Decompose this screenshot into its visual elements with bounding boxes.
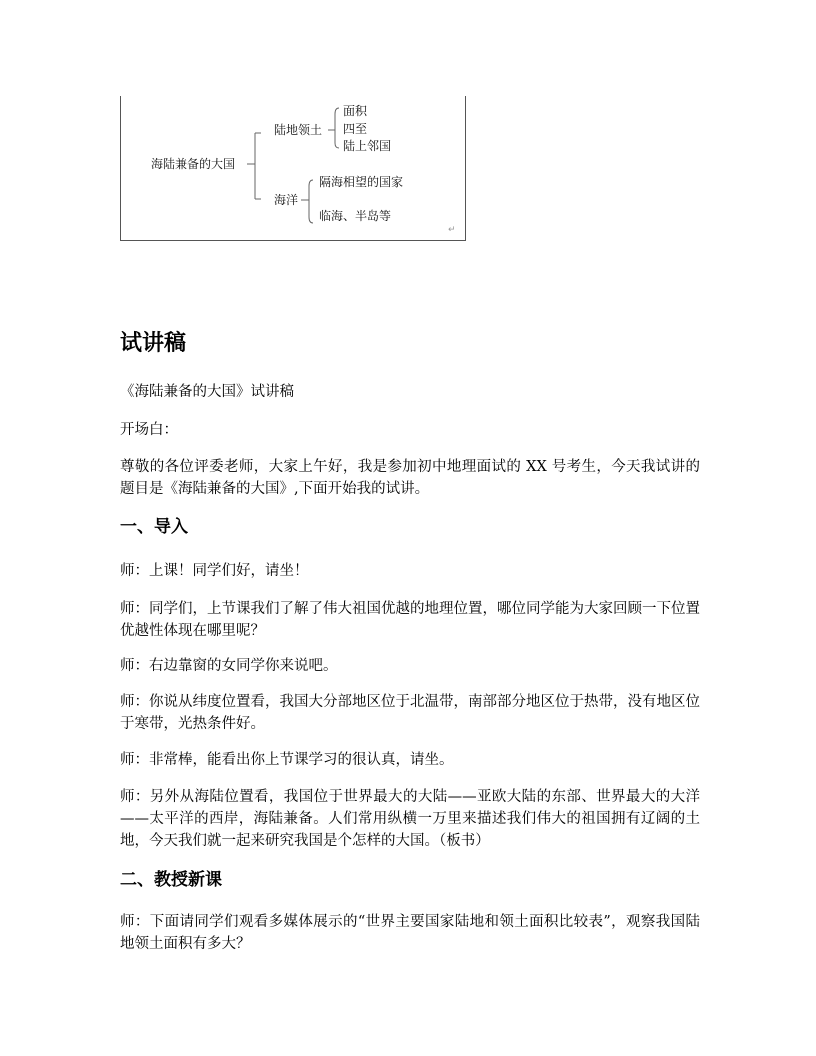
mind-map-land-item: 面积: [343, 104, 368, 118]
mind-map-figure: [120, 96, 466, 241]
section-heading-intro: 一、导入: [120, 517, 188, 537]
paragraph: 师：你说从纬度位置看，我国大分部地区位于北温带，南部部分地区位于热带，没有地区位于寒带，光热条件好。: [120, 694, 700, 732]
sea-bracket: [309, 180, 313, 223]
land-bracket: [335, 108, 339, 148]
paragraph: 师：下面请同学们观看多媒体展示的“世界主要国家陆地和领土面积比较表”，观察我国陆地领土面积有多大？: [120, 914, 700, 952]
mind-map-sea-item: 临海、半岛等: [319, 209, 392, 223]
mind-map-root: 海陆兼备的大国: [151, 157, 236, 171]
paragraph-opening-label: 开场白：: [120, 422, 178, 438]
mind-map-sea-item: 隔海相望的国家: [319, 175, 404, 189]
paragraph-mark-icon: ↵: [448, 225, 456, 235]
paragraph: 师：另外从海陆位置看，我国位于世界最大的大陆——亚欧大陆的东部、世界最大的大洋——太平洋的西岸，海陆兼备。人们常用纵横一万里来描述我们伟大的祖国拥有辽阔的土地，今天我们就一起来研究我国是个怎样的大国。（板书）: [120, 789, 700, 849]
paragraph: 师：右边靠窗的女同学你来说吧。: [120, 658, 338, 674]
paragraph: 师：同学们，上节课我们了解了伟大祖国优越的地理位置，哪位同学能为大家回顾一下位置优越性体现在哪里呢？: [120, 601, 700, 639]
mind-map-branch-land: 陆地领土: [274, 123, 323, 137]
mind-map-branch-sea: 海洋: [274, 193, 299, 207]
section-heading-new-lesson: 二、教授新课: [120, 870, 222, 890]
paragraph-subtitle: 《海陆兼备的大国》试讲稿: [120, 384, 294, 400]
paragraph: 师：上课！同学们好，请坐！: [120, 563, 309, 579]
paragraph: 师：非常棒，能看出你上节课学习的很认真，请坐。: [120, 752, 454, 768]
paragraph-opening: 尊敬的各位评委老师，大家上午好，我是参加初中地理面试的 XX 号考生，今天我试讲的题目是《海陆兼备的大国》,下面开始我的试讲。: [120, 459, 700, 497]
mind-map-land-item: 陆上邻国: [343, 139, 392, 153]
mind-map-land-item: 四至: [343, 122, 368, 136]
document-title: 试讲稿: [120, 331, 187, 356]
